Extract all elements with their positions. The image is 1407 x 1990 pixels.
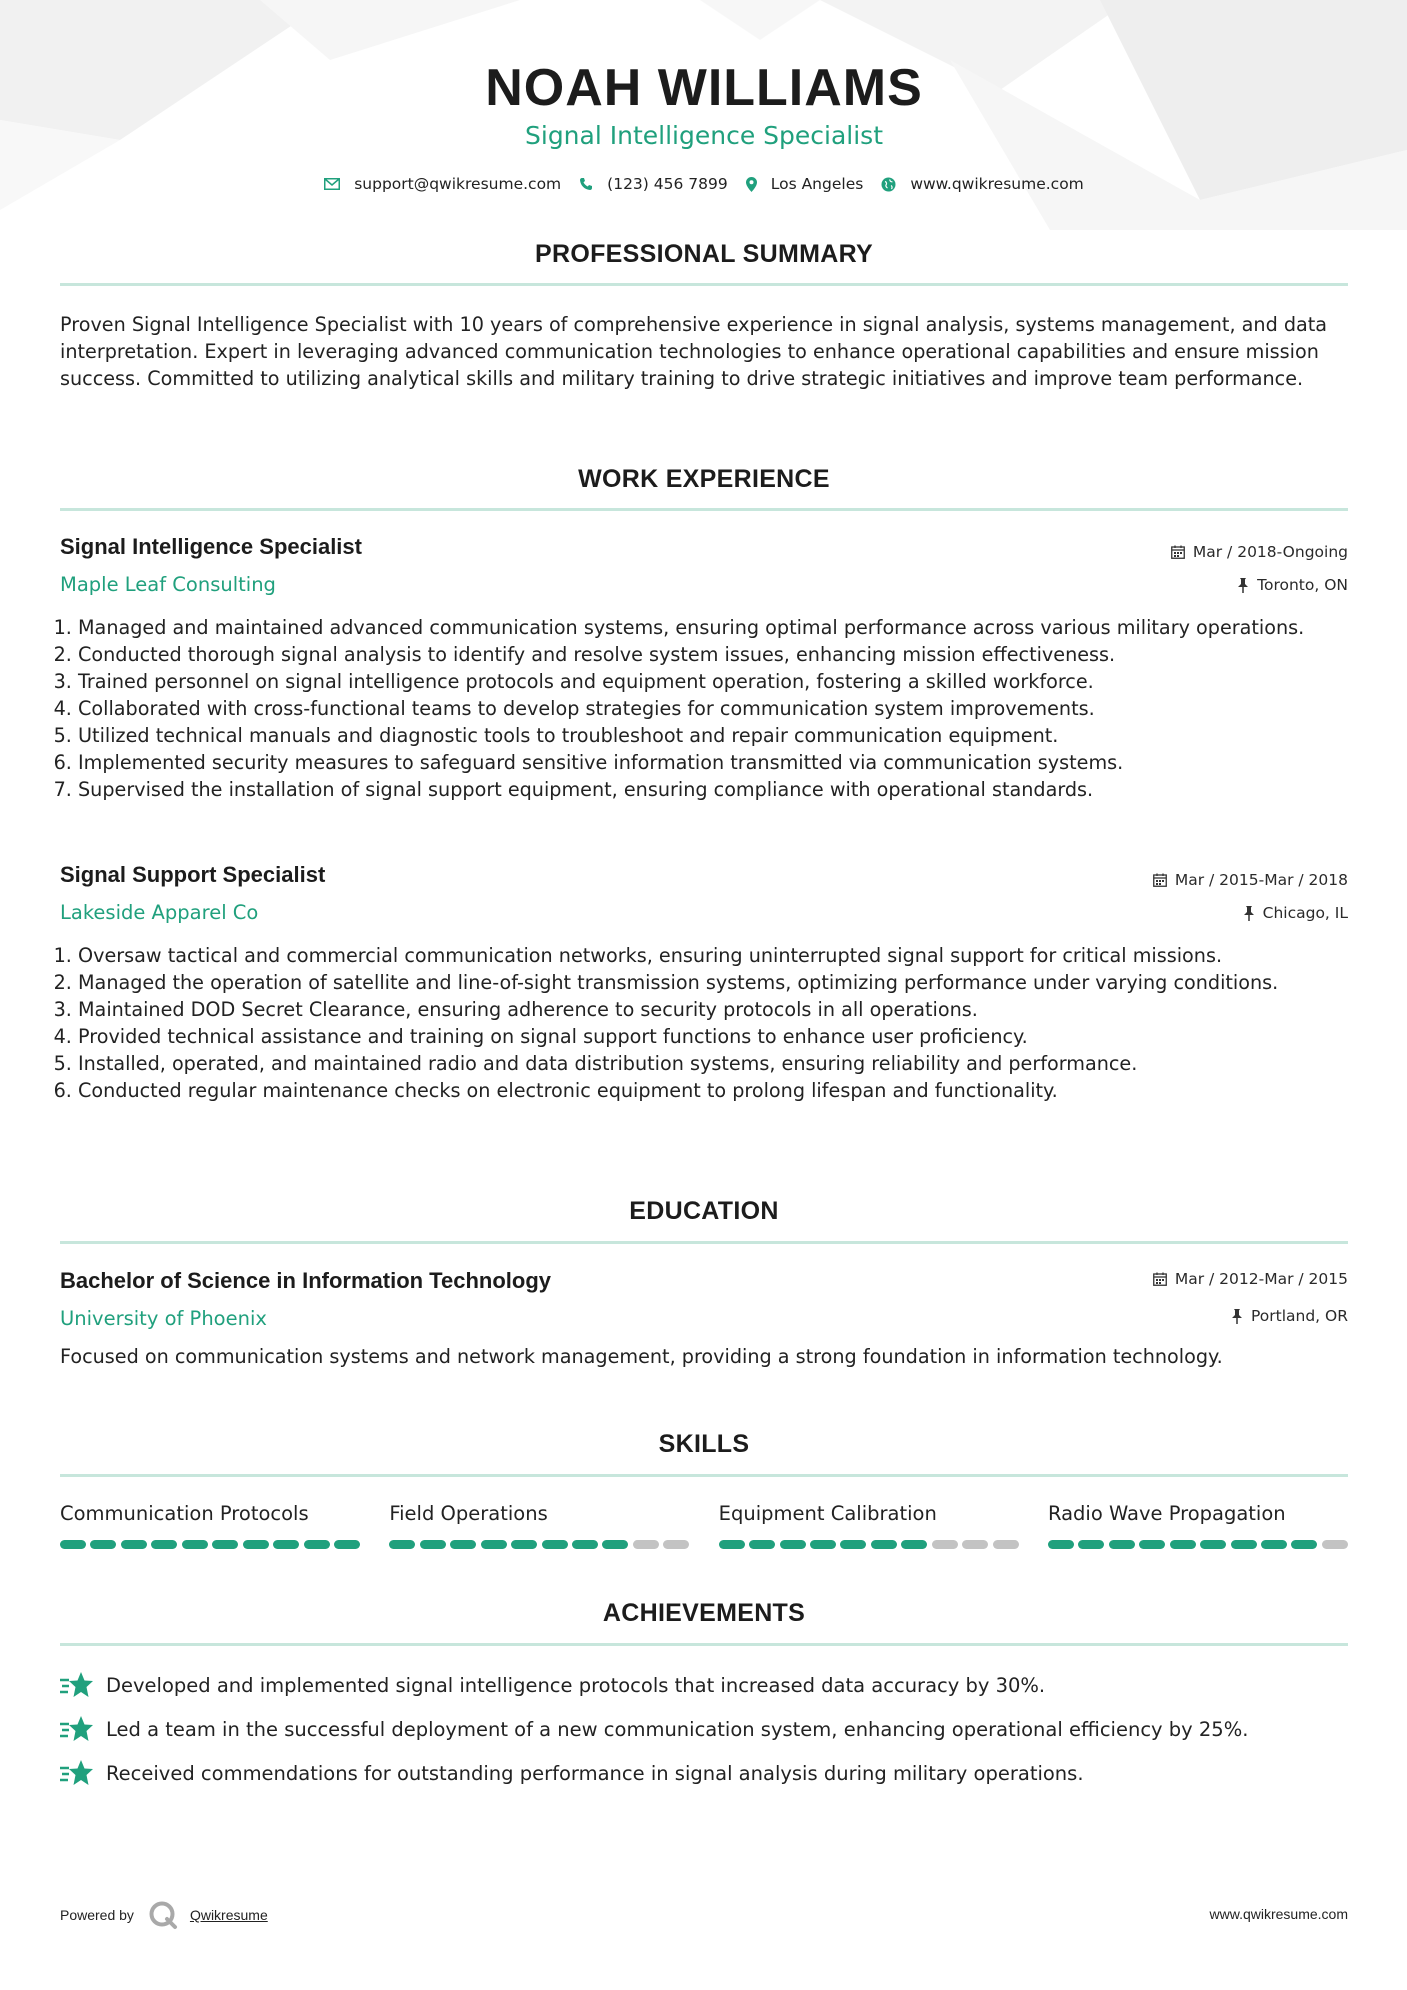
skill-item [60,1502,360,1549]
skill-level-segment-filled [719,1540,745,1549]
list-item: 6. Implemented security measures to safeguard sensitive information transmitted via communication systems. [78,749,1350,776]
skill-level-segment-filled [1078,1540,1104,1549]
education-location-text: Portland, OR [1250,1307,1348,1325]
skill-level-segment-filled [1139,1540,1165,1549]
job-location [1243,904,1348,922]
school-name: University of Phoenix [60,1307,267,1330]
skill-level-segment-empty [663,1540,689,1549]
job-title: Signal Support Specialist [60,862,326,887]
skill-level-segment-filled [151,1540,177,1549]
calendar-icon [1171,545,1185,559]
globe-icon [881,177,896,192]
skill-level-segment-filled [1170,1540,1196,1549]
skill-level-segment-filled [602,1540,628,1549]
qwikresume-link[interactable]: Qwikresume [189,1907,268,1923]
footer-website[interactable]: www.qwikresume.com [1209,1906,1348,1922]
list-item: 1. Managed and maintained advanced communication systems, ensuring optimal performance across various military operations. [78,614,1350,641]
skill-level-segment-filled [121,1540,147,1549]
skills-heading: SKILLS [658,1430,750,1458]
achievement-item [60,1715,1248,1743]
skill-level-segment-filled [1291,1540,1317,1549]
skill-level-segment-filled [1261,1540,1287,1549]
achievement-item [60,1759,1084,1787]
skill-level-bar [719,1540,1019,1549]
map-pin-icon [746,177,757,192]
skill-level-segment-empty [633,1540,659,1549]
skill-level-segment-empty [993,1540,1019,1549]
achievement-text: Received commendations for outstanding performance in signal analysis during military operations. [106,1761,1084,1785]
education-location [1231,1307,1348,1325]
job-dates-text: Mar / 2015-Mar / 2018 [1174,871,1348,889]
summary-text: Proven Signal Intelligence Specialist with 10 years of comprehensive experience in signal analysis, systems management, and data interpretation. Expert in leveraging advanced communication technologies to enhance operational capabilities and ensure mission success. Committed to utilizing analytical skills and military training to drive strategic initiatives and improve team performance. [60,313,1328,390]
skill-level-segment-filled [1109,1540,1135,1549]
skill-level-segment-filled [243,1540,269,1549]
skill-level-bar [60,1540,360,1549]
contact-email[interactable] [324,175,561,193]
skill-level-segment-filled [810,1540,836,1549]
contact-website[interactable] [881,175,1083,193]
skill-level-segment-filled [212,1540,238,1549]
website-text: www.qwikresume.com [910,175,1084,193]
powered-by-label: Powered by [60,1907,134,1923]
skill-level-segment-filled [871,1540,897,1549]
star-icon [60,1671,94,1699]
contact-phone[interactable] [579,175,728,193]
education-dates [1153,1270,1348,1288]
candidate-name: NOAH WILLIAMS [485,59,923,117]
skill-name: Communication Protocols [60,1502,309,1525]
job-dates [1153,871,1348,889]
list-item: 2. Conducted thorough signal analysis to identify and resolve system issues, enhancing mission effectiveness. [78,641,1350,668]
star-icon [60,1715,94,1743]
star-icon [60,1759,94,1787]
list-item: 5. Installed, operated, and maintained radio and data distribution systems, ensuring reliability and performance. [78,1050,1350,1077]
skill-item [389,1502,689,1549]
job-location [1237,576,1348,594]
skill-level-segment-filled [182,1540,208,1549]
skills-divider [60,1474,1348,1477]
job-location-text: Chicago, IL [1262,904,1348,922]
calendar-icon [1153,873,1167,887]
skill-level-segment-filled [749,1540,775,1549]
achievement-text: Led a team in the successful deployment of a new communication system, enhancing operational efficiency by 25%. [106,1717,1249,1741]
skill-level-bar [389,1540,689,1549]
skill-level-segment-filled [60,1540,86,1549]
contact-bar [60,172,1348,196]
job-dates [1171,543,1348,561]
skill-level-segment-filled [542,1540,568,1549]
skill-item [719,1502,1019,1549]
achievements-divider [60,1643,1348,1646]
list-item: 3. Maintained DOD Secret Clearance, ensuring adherence to security protocols in all operations. [78,996,1350,1023]
skill-level-segment-filled [511,1540,537,1549]
skill-level-bar [1048,1540,1348,1549]
skill-level-segment-filled [90,1540,116,1549]
skill-level-segment-empty [1322,1540,1348,1549]
list-item: 5. Utilized technical manuals and diagnostic tools to troubleshoot and repair communication equipment. [78,722,1350,749]
list-item: 6. Conducted regular maintenance checks on electronic equipment to prolong lifespan and functionality. [78,1077,1350,1104]
skill-name: Equipment Calibration [718,1502,937,1525]
skill-level-segment-filled [273,1540,299,1549]
contact-location [746,175,864,193]
skill-level-segment-filled [1048,1540,1074,1549]
qwikresume-logo-icon [148,1900,178,1930]
skill-name: Radio Wave Propagation [1047,1502,1286,1525]
pushpin-icon [1243,906,1255,921]
skill-level-segment-empty [932,1540,958,1549]
job-company: Maple Leaf Consulting [60,573,276,596]
education-divider [60,1241,1348,1244]
skills-list [60,1502,1348,1549]
education-description: Focused on communication systems and network management, providing a strong foundation in information technology. [60,1345,1223,1368]
summary-divider [60,283,1348,286]
summary-heading: PROFESSIONAL SUMMARY [535,240,873,268]
skill-level-segment-filled [481,1540,507,1549]
skill-level-segment-filled [1231,1540,1257,1549]
location-text: Los Angeles [770,175,864,193]
job-responsibilities [60,614,1350,803]
candidate-role: Signal Intelligence Specialist [525,121,883,150]
list-item: 3. Trained personnel on signal intelligence protocols and equipment operation, fostering a skilled workforce. [78,668,1350,695]
job-title: Signal Intelligence Specialist [60,534,362,559]
skill-level-segment-filled [1200,1540,1226,1549]
email-text: support@qwikresume.com [354,175,562,193]
achievement-text: Developed and implemented signal intelligence protocols that increased data accuracy by 30%. [106,1673,1046,1697]
phone-text: (123) 456 7899 [607,175,728,193]
list-item: 4. Collaborated with cross-functional teams to develop strategies for communication system improvements. [78,695,1350,722]
calendar-icon [1153,1272,1167,1286]
skill-level-segment-filled [450,1540,476,1549]
education-dates-text: Mar / 2012-Mar / 2015 [1174,1270,1348,1288]
skill-name: Field Operations [389,1502,548,1525]
skill-level-segment-filled [334,1540,360,1549]
skill-level-segment-empty [962,1540,988,1549]
experience-divider [60,508,1348,511]
skill-level-segment-filled [304,1540,330,1549]
list-item: 4. Provided technical assistance and training on signal support functions to enhance user proficiency. [78,1023,1350,1050]
skill-item [1048,1502,1348,1549]
achievements-heading: ACHIEVEMENTS [602,1599,806,1627]
pushpin-icon [1231,1309,1243,1324]
pushpin-icon [1237,578,1249,593]
job-location-text: Toronto, ON [1257,576,1348,594]
skill-level-segment-filled [840,1540,866,1549]
job-dates-text: Mar / 2018-Ongoing [1192,543,1348,561]
list-item: 1. Oversaw tactical and commercial communication networks, ensuring uninterrupted signal support for critical missions. [78,942,1350,969]
footer-powered-by [60,1900,268,1930]
envelope-icon [324,178,340,190]
skill-level-segment-filled [780,1540,806,1549]
phone-icon [579,177,593,191]
skill-level-segment-filled [901,1540,927,1549]
list-item: 7. Supervised the installation of signal support equipment, ensuring compliance with operational standards. [78,776,1350,803]
list-item: 2. Managed the operation of satellite and line-of-sight transmission systems, optimizing performance under varying conditions. [78,969,1350,996]
skill-level-segment-filled [389,1540,415,1549]
skill-level-segment-filled [572,1540,598,1549]
job-responsibilities [60,942,1350,1104]
education-heading: EDUCATION [629,1197,779,1225]
achievement-item [60,1671,1045,1699]
experience-heading: WORK EXPERIENCE [578,465,830,493]
skill-level-segment-filled [420,1540,446,1549]
job-company: Lakeside Apparel Co [60,901,259,924]
degree-title: Bachelor of Science in Information Technology [60,1268,551,1293]
